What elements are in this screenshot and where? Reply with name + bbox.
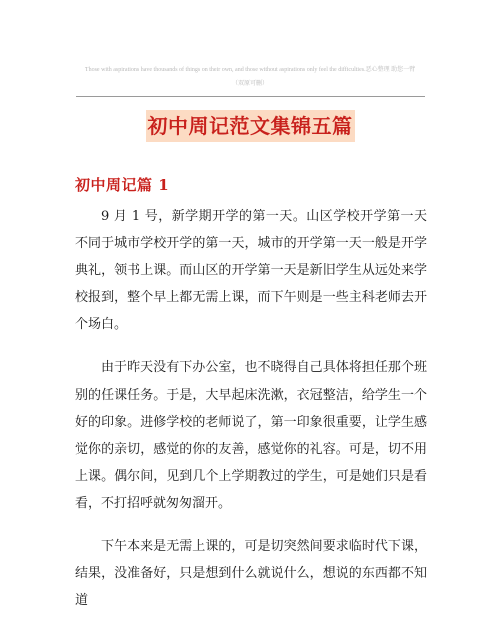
document-title-text: 初中周记范文集锦五篇 — [146, 110, 355, 142]
section-heading: 初中周记篇 1 — [75, 176, 170, 194]
document-title — [0, 110, 500, 145]
header-divider — [76, 96, 425, 97]
document-body — [75, 203, 427, 630]
paragraph-1: 9 月 1 号，新学期开学的第一天。山区学校开学第一天不同于城市学校开学的第一天，城市的开学第一天一般是开学典礼，领书上课。而山区的开学第一天是新旧学生从远处来学校报到，整个早上都无需上课，而下午则是一些主科老师去开个场白。 — [75, 209, 427, 333]
paragraph-2: 由于昨天没有下办公室，也不晓得自己具体将担任那个班别的任课任务。于是，大早起床洗漱，衣冠整洁，给学生一个好的印象。进修学校的老师说了，第一印象很重要，让学生感觉你的亲切，感觉的你的友善，感觉你的礼容。可是，切不用上课。偶尔间，见到几个上学期教过的学生，可是她们只是看看，不打招呼就匆匆溜开。 — [75, 360, 427, 511]
paragraph-3: 下午本来是无需上课的，可是切突然间要求临时代下课，结果，没准备好，只是想到什么就说什么，想说的东西都不知道 — [75, 539, 427, 609]
header-motto: Those with aspirations have thousands of things on their own, and those without aspirations only feel the difficulties.恶心整理 助您一臂（双原可删） — [84, 67, 416, 87]
